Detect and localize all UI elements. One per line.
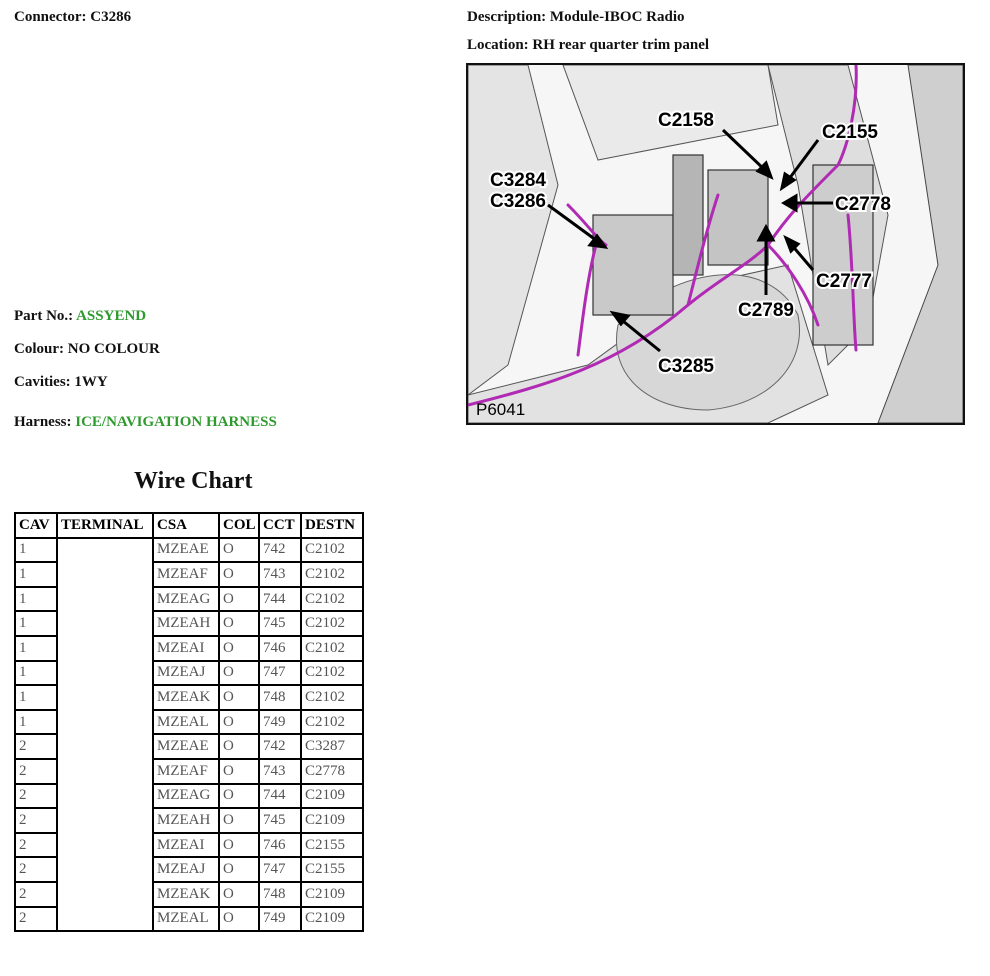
table-row: [15, 538, 363, 563]
cell-cct: 746: [259, 636, 301, 661]
wire-chart-title: Wire Chart: [134, 468, 253, 494]
description-value: Module-IBOC Radio: [549, 9, 685, 25]
column-header-col: COL: [219, 513, 259, 538]
cell-csa: MZEAK: [153, 882, 219, 907]
cell-cct: 747: [259, 661, 301, 686]
column-header-destn: DESTN: [301, 513, 363, 538]
cell-cav: 2: [15, 784, 57, 809]
cell-cct: 748: [259, 882, 301, 907]
cell-destn: C2102: [301, 685, 363, 710]
cell-col: O: [219, 562, 259, 587]
colour-value: NO COLOUR: [67, 341, 160, 357]
harness-link[interactable]: ICE/NAVIGATION HARNESS: [75, 414, 277, 430]
callout-c2777: C2777: [816, 271, 872, 292]
location-field: [467, 37, 709, 54]
table-header-row: [15, 513, 363, 538]
harness-field: [14, 414, 277, 431]
cell-cct: 747: [259, 857, 301, 882]
cell-cct: 745: [259, 611, 301, 636]
cell-col: O: [219, 907, 259, 932]
callout-c3285: C3285: [658, 356, 714, 377]
cell-col: O: [219, 661, 259, 686]
connector-label: Connector:: [14, 9, 87, 25]
cell-destn: C2778: [301, 759, 363, 784]
part-number-link[interactable]: ASSYEND: [76, 308, 147, 324]
cell-csa: MZEAF: [153, 759, 219, 784]
callout-c3284: C3284: [490, 170, 546, 191]
cell-cct: 748: [259, 685, 301, 710]
cell-col: O: [219, 833, 259, 858]
cell-csa: MZEAE: [153, 538, 219, 563]
callout-c2789: C2789: [738, 300, 794, 321]
figure-id: P6041: [476, 400, 526, 419]
cell-cct: 745: [259, 808, 301, 833]
wire-chart-table: [14, 512, 364, 932]
description-field: [467, 9, 685, 26]
cell-cav: 2: [15, 907, 57, 932]
connector-field: [14, 9, 131, 26]
cell-csa: MZEAI: [153, 833, 219, 858]
cell-col: O: [219, 759, 259, 784]
cell-destn: C2155: [301, 833, 363, 858]
column-header-csa: CSA: [153, 513, 219, 538]
cell-cav: 1: [15, 587, 57, 612]
cell-cav: 2: [15, 759, 57, 784]
cell-destn: C2102: [301, 661, 363, 686]
cell-csa: MZEAF: [153, 562, 219, 587]
cell-cct: 746: [259, 833, 301, 858]
cell-cct: 742: [259, 538, 301, 563]
callout-c2778: C2778: [835, 194, 891, 215]
cell-cav: 2: [15, 734, 57, 759]
cell-cct: 742: [259, 734, 301, 759]
cell-csa: MZEAE: [153, 734, 219, 759]
colour-label: Colour:: [14, 341, 64, 357]
connector-location-diagram: [466, 63, 965, 425]
cell-cct: 749: [259, 907, 301, 932]
cavities-label: Cavities:: [14, 374, 71, 390]
cell-destn: C2102: [301, 636, 363, 661]
harness-label: Harness:: [14, 414, 72, 430]
cell-destn: C2109: [301, 882, 363, 907]
cell-cct: 743: [259, 759, 301, 784]
connector-value: C3286: [90, 9, 132, 25]
cell-cav: 2: [15, 882, 57, 907]
cell-col: O: [219, 857, 259, 882]
cell-destn: C2109: [301, 784, 363, 809]
cell-terminal: [57, 538, 153, 932]
cell-csa: MZEAI: [153, 636, 219, 661]
location-value: RH rear quarter trim panel: [532, 37, 710, 53]
cell-cav: 2: [15, 833, 57, 858]
cell-csa: MZEAG: [153, 587, 219, 612]
cell-csa: MZEAJ: [153, 857, 219, 882]
cell-cav: 1: [15, 611, 57, 636]
cell-col: O: [219, 734, 259, 759]
cell-destn: C2109: [301, 808, 363, 833]
cell-destn: C2102: [301, 611, 363, 636]
cell-destn: C2102: [301, 538, 363, 563]
cell-col: O: [219, 710, 259, 735]
cell-cav: 1: [15, 661, 57, 686]
cell-csa: MZEAL: [153, 710, 219, 735]
cell-cav: 1: [15, 710, 57, 735]
callout-c2158: C2158: [658, 110, 714, 131]
cell-csa: MZEAG: [153, 784, 219, 809]
cell-destn: C3287: [301, 734, 363, 759]
cell-cct: 744: [259, 784, 301, 809]
cell-csa: MZEAH: [153, 611, 219, 636]
cell-cav: 1: [15, 562, 57, 587]
cell-cct: 744: [259, 587, 301, 612]
colour-field: [14, 341, 160, 358]
callout-c2155: C2155: [822, 122, 878, 143]
cell-col: O: [219, 611, 259, 636]
column-header-cct: CCT: [259, 513, 301, 538]
column-header-cav: CAV: [15, 513, 57, 538]
cavities-field: [14, 374, 108, 391]
cell-col: O: [219, 784, 259, 809]
cell-csa: MZEAK: [153, 685, 219, 710]
cell-cct: 743: [259, 562, 301, 587]
cell-csa: MZEAH: [153, 808, 219, 833]
cell-cav: 1: [15, 538, 57, 563]
cell-destn: C2102: [301, 562, 363, 587]
cell-col: O: [219, 636, 259, 661]
cell-destn: C2155: [301, 857, 363, 882]
cell-cav: 2: [15, 857, 57, 882]
cell-col: O: [219, 685, 259, 710]
part-number-label: Part No.:: [14, 308, 74, 324]
cavities-value: 1WY: [74, 374, 108, 390]
cell-csa: MZEAJ: [153, 661, 219, 686]
location-label: Location:: [467, 37, 529, 53]
part-number-field: [14, 308, 146, 325]
cell-cct: 749: [259, 710, 301, 735]
description-label: Description:: [467, 9, 547, 25]
cell-col: O: [219, 538, 259, 563]
cell-csa: MZEAL: [153, 907, 219, 932]
cell-destn: C2102: [301, 587, 363, 612]
cell-col: O: [219, 808, 259, 833]
cell-destn: C2102: [301, 710, 363, 735]
cell-col: O: [219, 587, 259, 612]
cell-cav: 1: [15, 685, 57, 710]
cell-col: O: [219, 882, 259, 907]
column-header-terminal: TERMINAL: [57, 513, 153, 538]
callout-c3286: C3286: [490, 191, 546, 212]
cell-cav: 1: [15, 636, 57, 661]
cell-cav: 2: [15, 808, 57, 833]
cell-destn: C2109: [301, 907, 363, 932]
